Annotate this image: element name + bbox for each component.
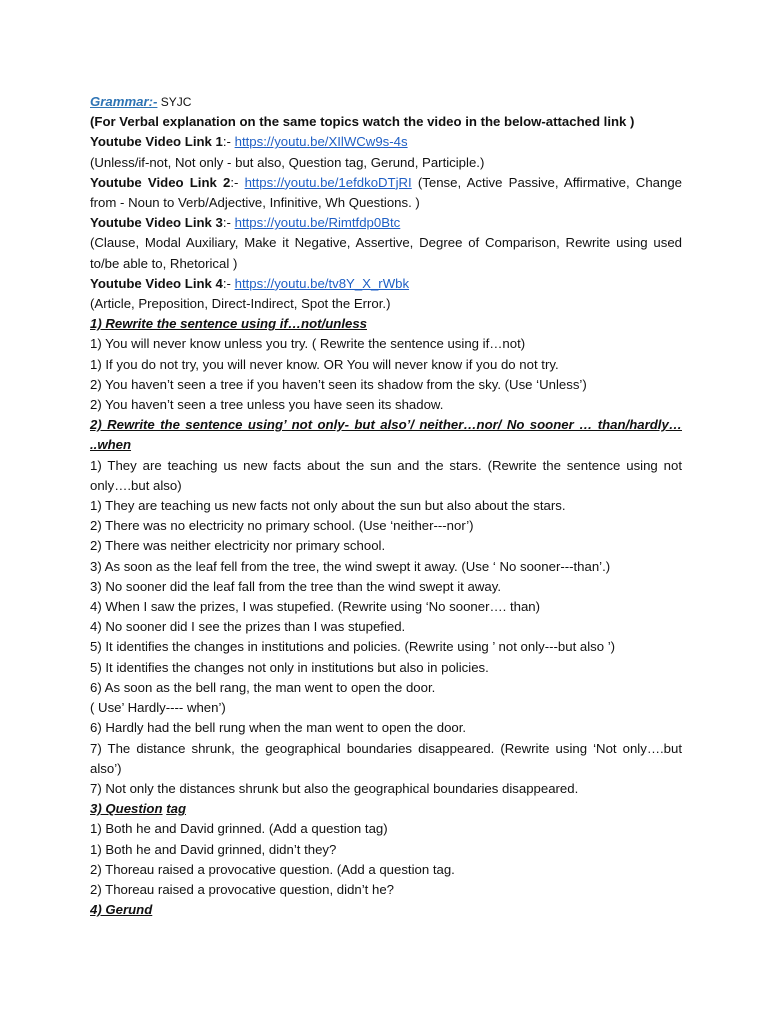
section-2-line-1: 1) They are teaching us new facts about the sun and the stars. (Rewrite the sentence using not only….but also)	[90, 457, 682, 493]
section-2-line-6: 3) No sooner did the leaf fall from the tree than the wind swept it away.	[90, 578, 501, 594]
section-heading-3-part-1: 3) Question	[90, 801, 163, 817]
section-heading-4: 4) Gerund	[90, 902, 153, 918]
video-topics-3: (Clause, Modal Auxiliary, Make it Negative, Assertive, Degree of Comparison, Rewrite using used to/be able to, Rhetorical )	[90, 235, 682, 271]
section-2-line-5: 3) As soon as the leaf fell from the tree, the wind swept it away. (Use ‘ No sooner---than’.)	[90, 558, 611, 574]
section-3-line-1: 1) Both he and David grinned. (Add a question tag)	[90, 821, 388, 837]
section-2-line-3: 2) There was no electricity no primary school. (Use ‘neither---nor’)	[90, 518, 474, 534]
video-sep-1: :-	[222, 134, 235, 150]
video-label-3: Youtube Video Link 3	[90, 215, 223, 231]
video-url-3[interactable]: https://youtu.be/Rimtfdp0Btc	[234, 215, 401, 231]
video-link-line-1	[90, 132, 682, 152]
grammar-label: Grammar:-	[90, 94, 158, 109]
grammar-title-line	[90, 92, 682, 112]
video-sep-3: :-	[222, 215, 235, 231]
section-3-line-4: 2) Thoreau raised a provocative question, didn’t he?	[90, 881, 394, 897]
video-sep-4: :-	[222, 275, 235, 291]
video-link-line-4	[90, 274, 682, 294]
section-2-line-14: 7) The distance shrunk, the geographical boundaries disappeared. (Rewrite using ‘Not only….but also’)	[90, 740, 682, 776]
section-1-line-1: 1) You will never know unless you try. ( Rewrite the sentence using if…not)	[90, 336, 526, 352]
video-label-4: Youtube Video Link 4	[90, 275, 223, 291]
section-2-line-8: 4) No sooner did I see the prizes than I was stupefied.	[90, 619, 406, 635]
section-1-line-2: 1) If you do not try, you will never know. OR You will never know if you do not try.	[90, 356, 559, 372]
section-2-line-7: 4) When I saw the prizes, I was stupefied. (Rewrite using ‘No sooner…. than)	[90, 599, 541, 615]
video-topics-1: (Unless/if-not, Not only - but also, Question tag, Gerund, Participle.)	[90, 154, 485, 170]
video-link-line-3	[90, 213, 682, 233]
section-2-line-9: 5) It identifies the changes in institutions and policies. (Rewrite using ’ not only---but also ’)	[90, 639, 616, 655]
document-page	[90, 92, 682, 920]
section-heading-3-part-2: tag	[166, 801, 186, 817]
video-topics-2: (Tense, Active Passive, Affirmative, Change from - Noun to Verb/Adjective, Infinitive, Wh Questions. )	[90, 174, 682, 211]
section-heading-3	[90, 799, 682, 819]
section-2-line-13: 6) Hardly had the bell rung when the man went to open the door.	[90, 720, 467, 736]
section-2-line-2: 1) They are teaching us new facts not only about the sun but also about the stars.	[90, 498, 566, 514]
intro-note: (For Verbal explanation on the same topics watch the video in the below-attached link )	[90, 114, 635, 130]
section-heading-2: 2) Rewrite the sentence using’ not only- but also’/ neither…nor/ No sooner … than/hardly… ..when	[90, 417, 682, 453]
video-link-line-2	[90, 173, 682, 213]
video-label-2: Youtube Video Link 2	[90, 174, 231, 190]
section-heading-1: 1) Rewrite the sentence using if…not/unless	[90, 316, 367, 332]
video-url-4[interactable]: https://youtu.be/tv8Y_X_rWbk	[234, 275, 410, 291]
section-2-line-4: 2) There was neither electricity nor primary school.	[90, 538, 386, 554]
section-3-line-3: 2) Thoreau raised a provocative question. (Add a question tag.	[90, 861, 455, 877]
video-url-2[interactable]: https://youtu.be/1efdkoDTjRI	[244, 174, 412, 190]
section-3-line-2: 1) Both he and David grinned, didn’t they?	[90, 841, 337, 857]
video-topics-4: (Article, Preposition, Direct-Indirect, Spot the Error.)	[90, 296, 391, 312]
section-2-line-10: 5) It identifies the changes not only in institutions but also in policies.	[90, 659, 489, 675]
grammar-class: SYJC	[157, 95, 192, 109]
section-1-line-3: 2) You haven’t seen a tree if you haven’t seen its shadow from the sky. (Use ‘Unless’)	[90, 376, 587, 392]
video-url-1[interactable]: https://youtu.be/XIlWCw9s-4s	[234, 134, 408, 150]
video-sep-2: :-	[230, 174, 245, 190]
section-2-line-12: ( Use’ Hardly---- when’)	[90, 700, 226, 716]
section-1-line-4: 2) You haven’t seen a tree unless you have seen its shadow.	[90, 397, 444, 413]
video-label-1: Youtube Video Link 1	[90, 134, 223, 150]
section-2-line-15: 7) Not only the distances shrunk but also the geographical boundaries disappeared.	[90, 780, 579, 796]
section-2-line-11: 6) As soon as the bell rang, the man went to open the door.	[90, 679, 436, 695]
